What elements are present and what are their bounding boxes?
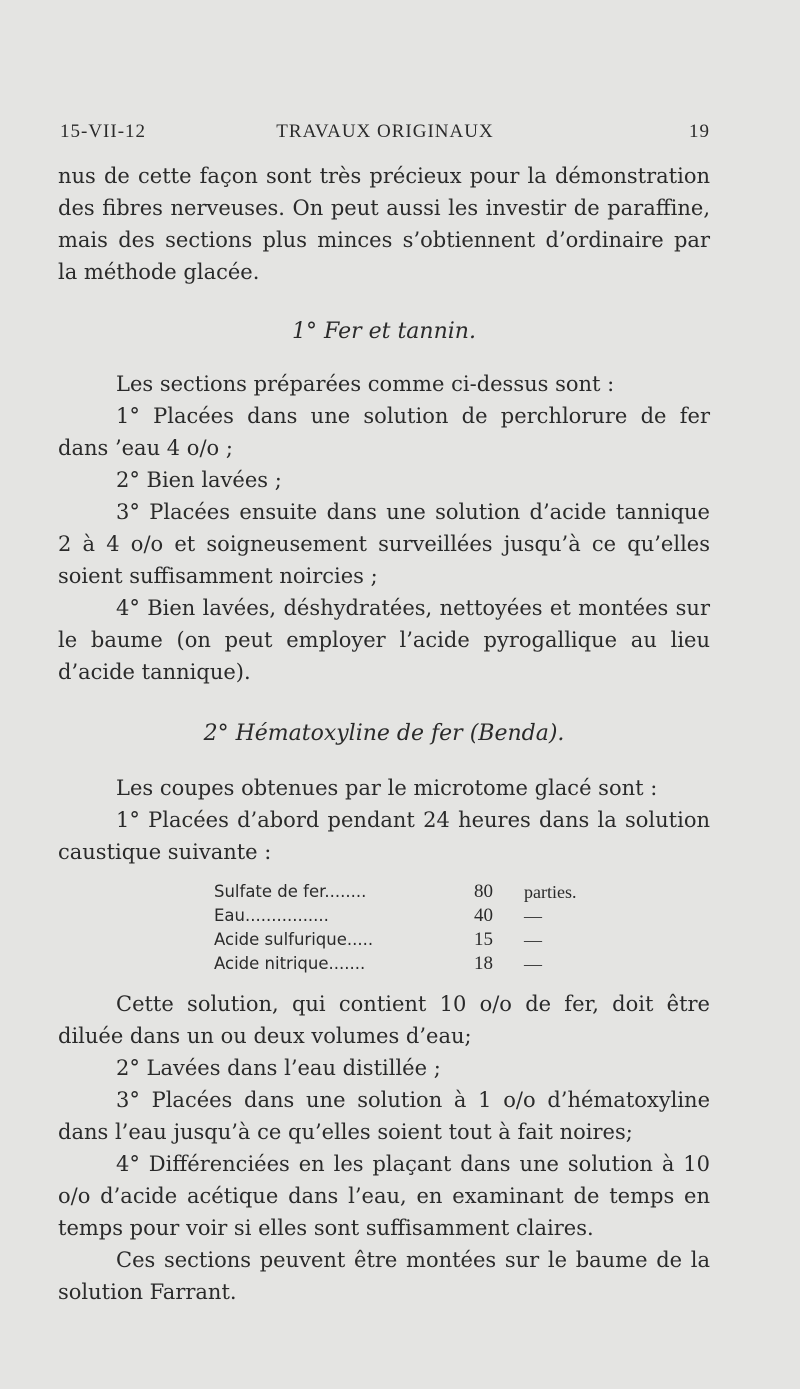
recipe-ingredient: Acide nitrique.......	[214, 954, 366, 973]
section1-step1: 1° Placées dans une solution de perchlorure de fer dans ’eau 4 o/o ;	[58, 404, 710, 460]
recipe-row	[214, 928, 710, 952]
running-header	[60, 121, 710, 151]
section1-step2: 2° Bien lavées ;	[116, 468, 282, 492]
section1-step3: 3° Placées ensuite dans une solution d’acide tannique 2 à 4 o/o et soigneusement surveillées jusqu’à ce qu’elles soient suffisamment noircies ;	[58, 500, 710, 588]
recipe-unit: —	[524, 930, 542, 950]
section2-step1: 1° Placées d’abord pendant 24 heures dans la solution caustique suivante :	[58, 808, 710, 864]
section2-dilution-note: Cette solution, qui contient 10 o/o de fer, doit être diluée dans un ou deux volumes d’eau;	[58, 992, 710, 1048]
recipe-row	[214, 880, 710, 904]
recipe-ingredient: Acide sulfurique.....	[214, 930, 374, 949]
section2-step4: 4° Différenciées en les plaçant dans une solution à 10 o/o d’acide acétique dans l’eau, en examinant de temps en temps pour voir si elles sont suffisamment claires.	[58, 1152, 710, 1240]
section2-final: Ces sections peuvent être montées sur le baume de la solution Farrant.	[58, 1248, 710, 1304]
recipe-table	[214, 880, 710, 976]
page-body	[58, 160, 710, 1308]
header-title: TRAVAUX ORIGINAUX	[276, 121, 494, 142]
recipe-unit: —	[524, 954, 542, 974]
section-heading-fer-tannin: 1° Fer et tannin.	[292, 319, 476, 344]
section1-step4: 4° Bien lavées, déshydratées, nettoyées et montées sur le baume (on peut employer l’acide pyrogallique au lieu d’acide tannique).	[58, 596, 710, 684]
intro-paragraph: nus de cette façon sont très précieux pour la démonstration des fibres nerveuses. On peut aussi les investir de paraffine, mais des sections plus minces s’obtiennent d’ordinaire par la méthode glacée.	[58, 164, 710, 284]
header-date: 15-VII-12	[60, 121, 147, 142]
recipe-row	[214, 952, 710, 976]
recipe-quantity: 40	[474, 905, 493, 926]
recipe-row	[214, 904, 710, 928]
section-heading-hematoxyline: 2° Hématoxyline de fer (Benda).	[203, 721, 565, 746]
section2-step3: 3° Placées dans une solution à 1 o/o d’hématoxyline dans l’eau jusqu’à ce qu’elles soient tout à fait noires;	[58, 1088, 710, 1144]
page-number: 19	[689, 121, 710, 142]
recipe-quantity: 18	[474, 953, 493, 974]
recipe-unit: —	[524, 906, 542, 926]
recipe-ingredient: Sulfate de fer........	[214, 882, 367, 901]
section2-step2: 2° Lavées dans l’eau distillée ;	[116, 1056, 441, 1080]
section1-intro: Les sections préparées comme ci-dessus sont :	[116, 372, 615, 396]
recipe-ingredient: Eau................	[214, 906, 329, 925]
recipe-unit: parties.	[524, 882, 577, 902]
recipe-quantity: 80	[474, 881, 493, 902]
recipe-quantity: 15	[474, 929, 493, 950]
section2-intro: Les coupes obtenues par le microtome glacé sont :	[116, 776, 658, 800]
